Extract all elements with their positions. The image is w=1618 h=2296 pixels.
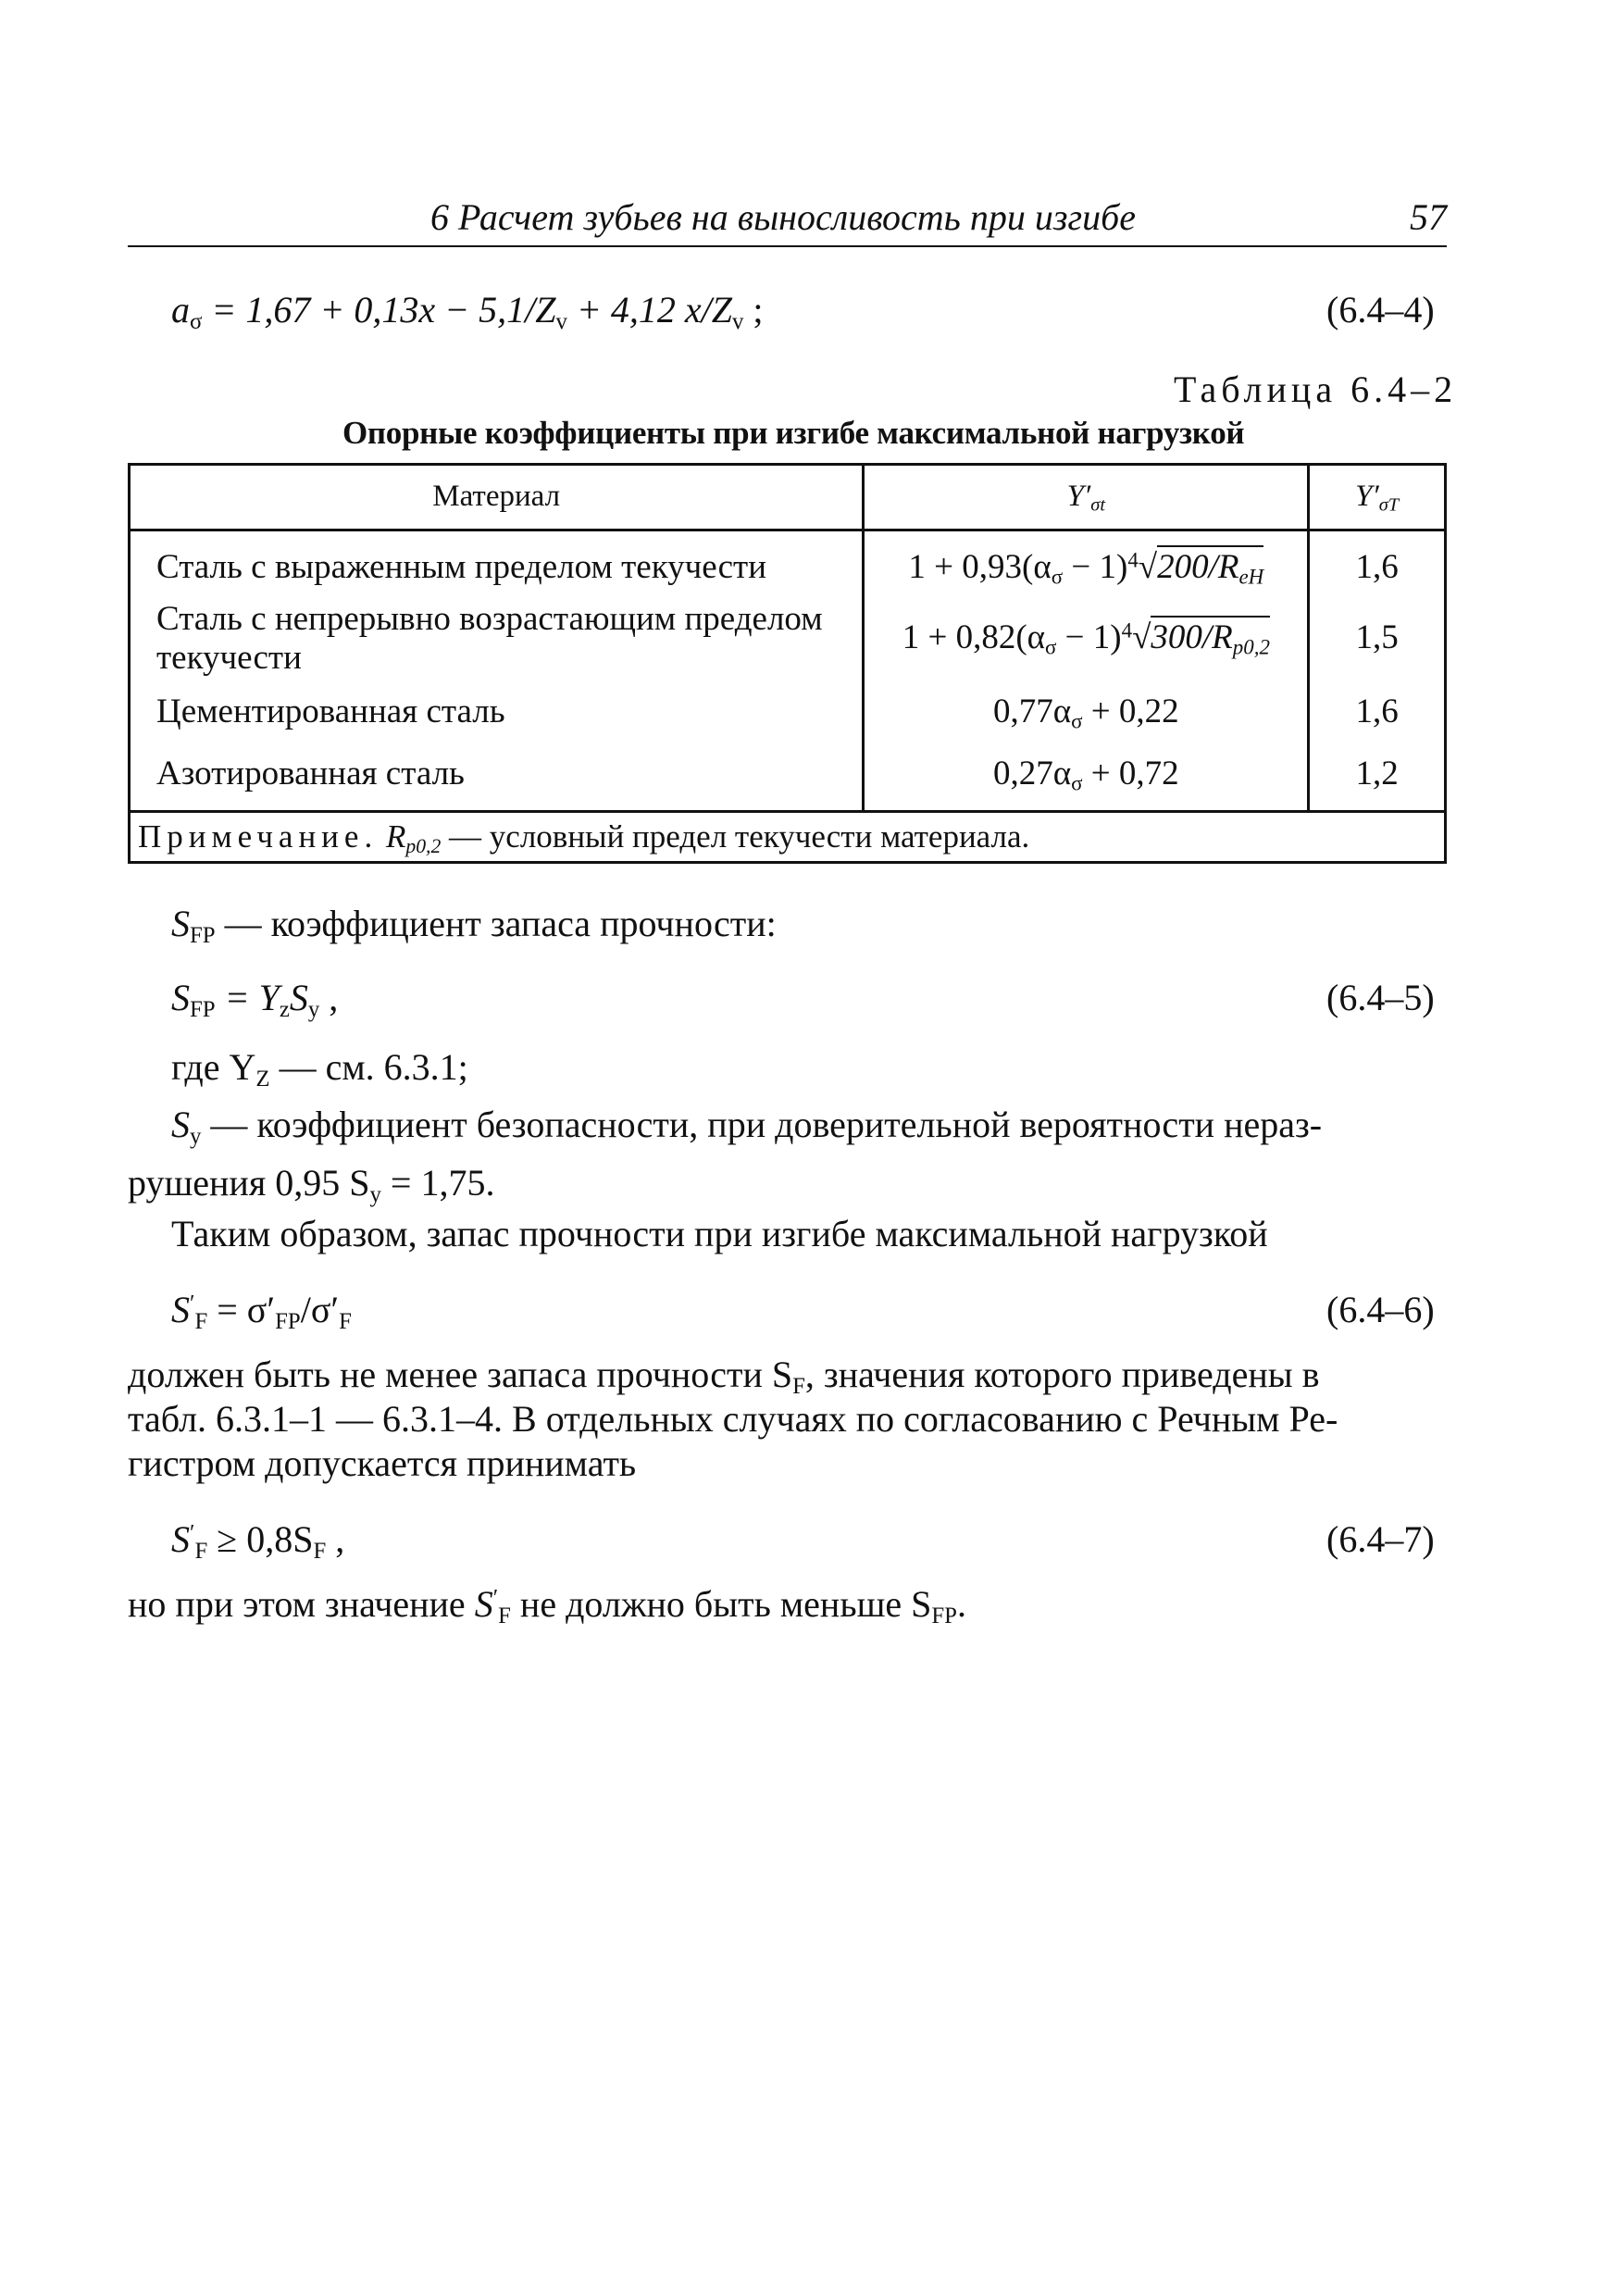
paragraph-must-line3: гистром допускается принимать [128, 1442, 637, 1484]
running-header-title: 6 Расчет зубьев на выносливость при изгибе [430, 196, 1136, 238]
table-row [130, 597, 1446, 680]
row-value: 1,6 [1309, 680, 1446, 745]
table-row [130, 680, 1446, 745]
sy-definition-line1: $S_y$ — коэффициент безопасности, при доверительной вероятности нераз- [171, 1104, 1323, 1149]
table-row [130, 745, 1446, 812]
equation-number-6-4-5: (6.4–5) [1326, 977, 1435, 1018]
table-caption-label: Таблица 6.4–2 [1174, 368, 1458, 410]
note-text: — условный предел текучести материала. [441, 817, 1030, 855]
header-rule [128, 245, 1447, 247]
table-note: Примечание. $R_{p0,2}$ — условный предел текучести материала. [130, 812, 1446, 863]
note-label: Примечание. [138, 817, 379, 855]
row-formula: $0,77\alpha_\sigma + 0,22$ [864, 680, 1309, 745]
radicand: $200/R_{eH}$ [1157, 545, 1263, 586]
table-header-row [130, 465, 1446, 530]
row-material: Цементированная сталь [130, 680, 864, 745]
equation-sf-prime: $S'_F = \sigma'_{FP}/\sigma'_F$ [171, 1289, 352, 1334]
equation-number-6-4-6: (6.4–6) [1326, 1289, 1435, 1330]
table-note-row [130, 812, 1446, 863]
equation-inequality: $S'_F \ge 0,8S_F$ , [171, 1518, 345, 1564]
header-material: Материал [130, 465, 864, 530]
definition-sfp: $S_{FP}$ — коэффициент запаса прочности: [171, 903, 777, 948]
paragraph-final: но при этом значение $S'_F$ не должно быть меньше $S_{FP}$. [128, 1583, 966, 1628]
root-index: 4 [1121, 618, 1133, 643]
eq-a-mid: + 4,12 x/Z [566, 289, 732, 331]
equation-sfp: $S_{FP} = Y_zS_y$ , [171, 977, 339, 1022]
paragraph-must-line1: должен быть не менее запаса прочности $S_F$, значения которого приведены в [128, 1354, 1320, 1399]
row-value: 1,5 [1309, 597, 1446, 680]
row-value: 1,6 [1309, 530, 1446, 597]
eq-a-lhs-sub: σ [190, 308, 203, 334]
eq-a-sub1: v [555, 308, 567, 334]
eq-a-sub2: v [731, 308, 744, 334]
where-yz: где $Y_Z$ — см. 6.3.1; [171, 1046, 468, 1092]
table-title: Опорные коэффициенты при изгибе максимальной нагрузкой [342, 415, 1245, 451]
eq-a-body: = 1,67 + 0,13x − 5,1/Z [202, 289, 556, 331]
equation-number-6-4-4: (6.4–4) [1326, 289, 1435, 331]
row-formula: $1 + 0,82(\alpha_\sigma - 1)^4√300/R_{p0,2}$ [864, 597, 1309, 680]
eq-a-lhs: a [171, 289, 190, 331]
paragraph-thus: Таким образом, запас прочности при изгибе максимальной нагрузкой [171, 1213, 1268, 1254]
sy-definition-line2: рушения 0,95 $S_y = 1,75$. [128, 1162, 495, 1207]
header-y-sigma-T: $Y'_{\sigma T}$ [1309, 465, 1446, 530]
coefficients-table [128, 463, 1447, 864]
eq-a-tail: ; [743, 289, 764, 331]
row-material: Сталь с непрерывно возрастающим пределом текучести [130, 597, 864, 680]
paragraph-must-line2: табл. 6.3.1–1 — 6.3.1–4. В отдельных случаях по согласованию с Речным Ре- [128, 1398, 1338, 1440]
row-value: 1,2 [1309, 745, 1446, 812]
row-material: Сталь с выраженным пределом текучести [130, 530, 864, 597]
table-row [130, 530, 1446, 597]
page-number: 57 [1410, 196, 1447, 238]
radicand: $300/R_{p0,2}$ [1151, 616, 1270, 656]
root-index: 4 [1127, 548, 1139, 572]
note-symbol: R [385, 817, 406, 855]
equation-a-sigma [171, 289, 764, 334]
row-material: Азотированная сталь [130, 745, 864, 812]
header-y-sigma-t: $Y'_{\sigma t}$ [864, 465, 1309, 530]
row-formula: $0,27\alpha_\sigma + 0,72$ [864, 745, 1309, 812]
equation-number-6-4-7: (6.4–7) [1326, 1518, 1435, 1560]
row-formula: $1 + 0,93(\alpha_\sigma - 1)^4√200/R_{eH}$ [864, 530, 1309, 597]
